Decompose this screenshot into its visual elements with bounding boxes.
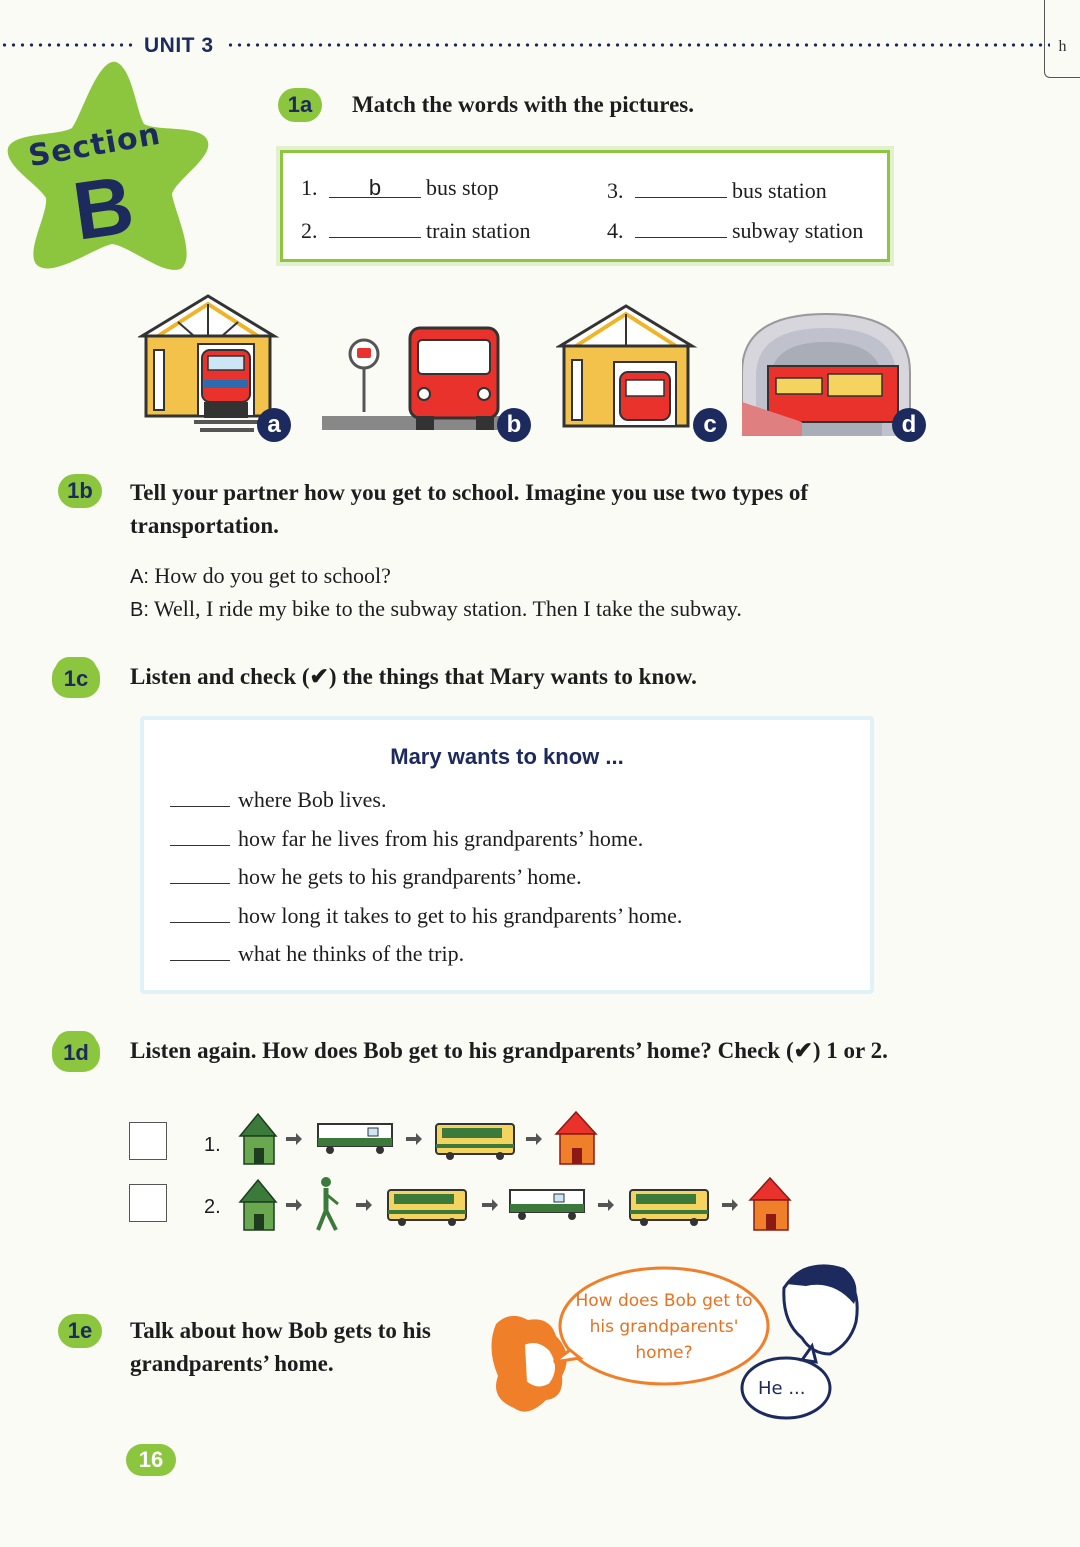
item-text: bus stop: [426, 175, 499, 200]
unit-header: [0, 34, 1050, 56]
bus-station-icon: [556, 302, 706, 436]
checklist-item: [170, 940, 464, 967]
section-word: Section: [25, 116, 164, 175]
corner-mark: h: [1058, 38, 1067, 55]
option-2-route: [238, 1172, 798, 1236]
bus-icon: [630, 1190, 708, 1226]
checklist-item: [170, 825, 643, 852]
instruction-1e: Talk about how Bob gets to his grandparents’ home.: [130, 1318, 431, 1376]
match-item-1: [301, 175, 499, 201]
girl-icon: [491, 1316, 566, 1412]
sample-dialog: [130, 560, 950, 626]
grandparents-home-icon: [750, 1178, 790, 1230]
checklist-text: what he thinks of the trip.: [238, 941, 465, 966]
instruction-1a: Match the words with the pictures.: [352, 92, 694, 117]
exercise-badge-1b: 1b: [58, 474, 102, 508]
match-box: [280, 150, 890, 262]
section-badge: [4, 58, 214, 278]
option-1-route: [238, 1108, 608, 1168]
dialog-text: Well, I ride my bike to the subway station. Then I take the subway.: [154, 596, 742, 621]
item-text: bus station: [732, 178, 827, 203]
instruction-1d: Listen again. How does Bob get to his grandparents’ home? Check (✔) 1 or 2.: [130, 1038, 888, 1063]
bus-stop-icon: [320, 322, 520, 434]
check-blank[interactable]: [170, 902, 230, 923]
dialog-text: How do you get to school?: [154, 563, 391, 588]
check-blank[interactable]: [170, 825, 230, 846]
checklist-box: [140, 716, 874, 994]
grandparents-home-icon: [556, 1112, 596, 1164]
section-letter: B: [67, 159, 140, 258]
exercise-badge-1d: 1d: [52, 1034, 100, 1072]
route-2-graphic: [238, 1172, 798, 1236]
option-2-checkbox[interactable]: [129, 1184, 167, 1222]
train-icon: [510, 1190, 584, 1220]
dotted-rule-left: [0, 43, 138, 47]
item-number: 1.: [301, 175, 318, 200]
item-number: 4.: [607, 218, 624, 243]
answer-blank[interactable]: [329, 215, 421, 238]
item-number: 3.: [607, 178, 624, 203]
answer-blank[interactable]: [635, 215, 727, 238]
checklist-text: how long it takes to get to his grandparents’ home.: [238, 903, 683, 928]
checklist-item: [170, 786, 386, 813]
picture-label-a: a: [257, 408, 291, 442]
dialog-line-b: [130, 593, 950, 626]
picture-d-subway-station: [742, 312, 912, 436]
answer-blank[interactable]: b: [329, 175, 421, 198]
instruction-1c: Listen and check (✔) the things that Mary wants to know.: [130, 664, 697, 689]
speaker-a: A:: [130, 566, 149, 588]
exercise-badge-1e: 1e: [58, 1314, 102, 1348]
exercise-badge-1c: 1c: [52, 660, 100, 698]
match-item-3: [607, 175, 827, 204]
answer-blank[interactable]: [635, 175, 727, 198]
instruction-1b: Tell your partner how you get to school. Imagine you use two types of transportation.: [130, 480, 809, 538]
train-icon: [318, 1124, 392, 1154]
check-blank[interactable]: [170, 863, 230, 884]
unit-label: UNIT 3: [144, 34, 214, 57]
option-2-number: 2.: [204, 1196, 221, 1218]
picture-label-c: c: [693, 408, 727, 442]
match-item-2: [301, 215, 530, 244]
speech-bubble-answer: He ...: [758, 1378, 806, 1399]
speech-bubble-question: How does Bob get to his grandparents' home?: [575, 1291, 753, 1363]
checklist-item: [170, 863, 582, 890]
home-icon: [240, 1180, 276, 1230]
checklist-title: Mary wants to know ...: [390, 744, 624, 769]
picture-label-b: b: [497, 408, 531, 442]
option-1-number: 1.: [204, 1134, 221, 1156]
check-blank[interactable]: [170, 940, 230, 961]
dotted-rule-right: [226, 43, 1050, 47]
match-item-4: [607, 215, 863, 244]
picture-label-d: d: [892, 408, 926, 442]
page-number: 16: [126, 1444, 176, 1476]
picture-b-bus-stop: [320, 322, 520, 434]
boy-icon: [784, 1264, 857, 1354]
speaker-b: B:: [130, 599, 149, 621]
home-icon: [240, 1114, 276, 1164]
bus-icon: [436, 1124, 514, 1160]
checklist-item: [170, 902, 682, 929]
conversation-illustration: [484, 1258, 864, 1428]
item-number: 2.: [301, 218, 318, 243]
checklist-text: how far he lives from his grandparents’ home.: [238, 826, 644, 851]
exercise-badge-1a: 1a: [278, 88, 322, 122]
route-1-graphic: [238, 1108, 608, 1168]
checklist-text: how he gets to his grandparents’ home.: [238, 864, 582, 889]
bus-icon: [388, 1190, 466, 1226]
option-1-checkbox[interactable]: [129, 1122, 167, 1160]
item-text: train station: [426, 218, 531, 243]
subway-station-icon: [742, 312, 912, 436]
checklist-text: where Bob lives.: [238, 787, 387, 812]
dialog-line-a: [130, 560, 950, 593]
walking-icon: [318, 1177, 338, 1230]
check-blank[interactable]: [170, 786, 230, 807]
item-text: subway station: [732, 218, 864, 243]
picture-c-bus-station: [556, 302, 706, 436]
page-corner-tab: [1044, 0, 1080, 78]
